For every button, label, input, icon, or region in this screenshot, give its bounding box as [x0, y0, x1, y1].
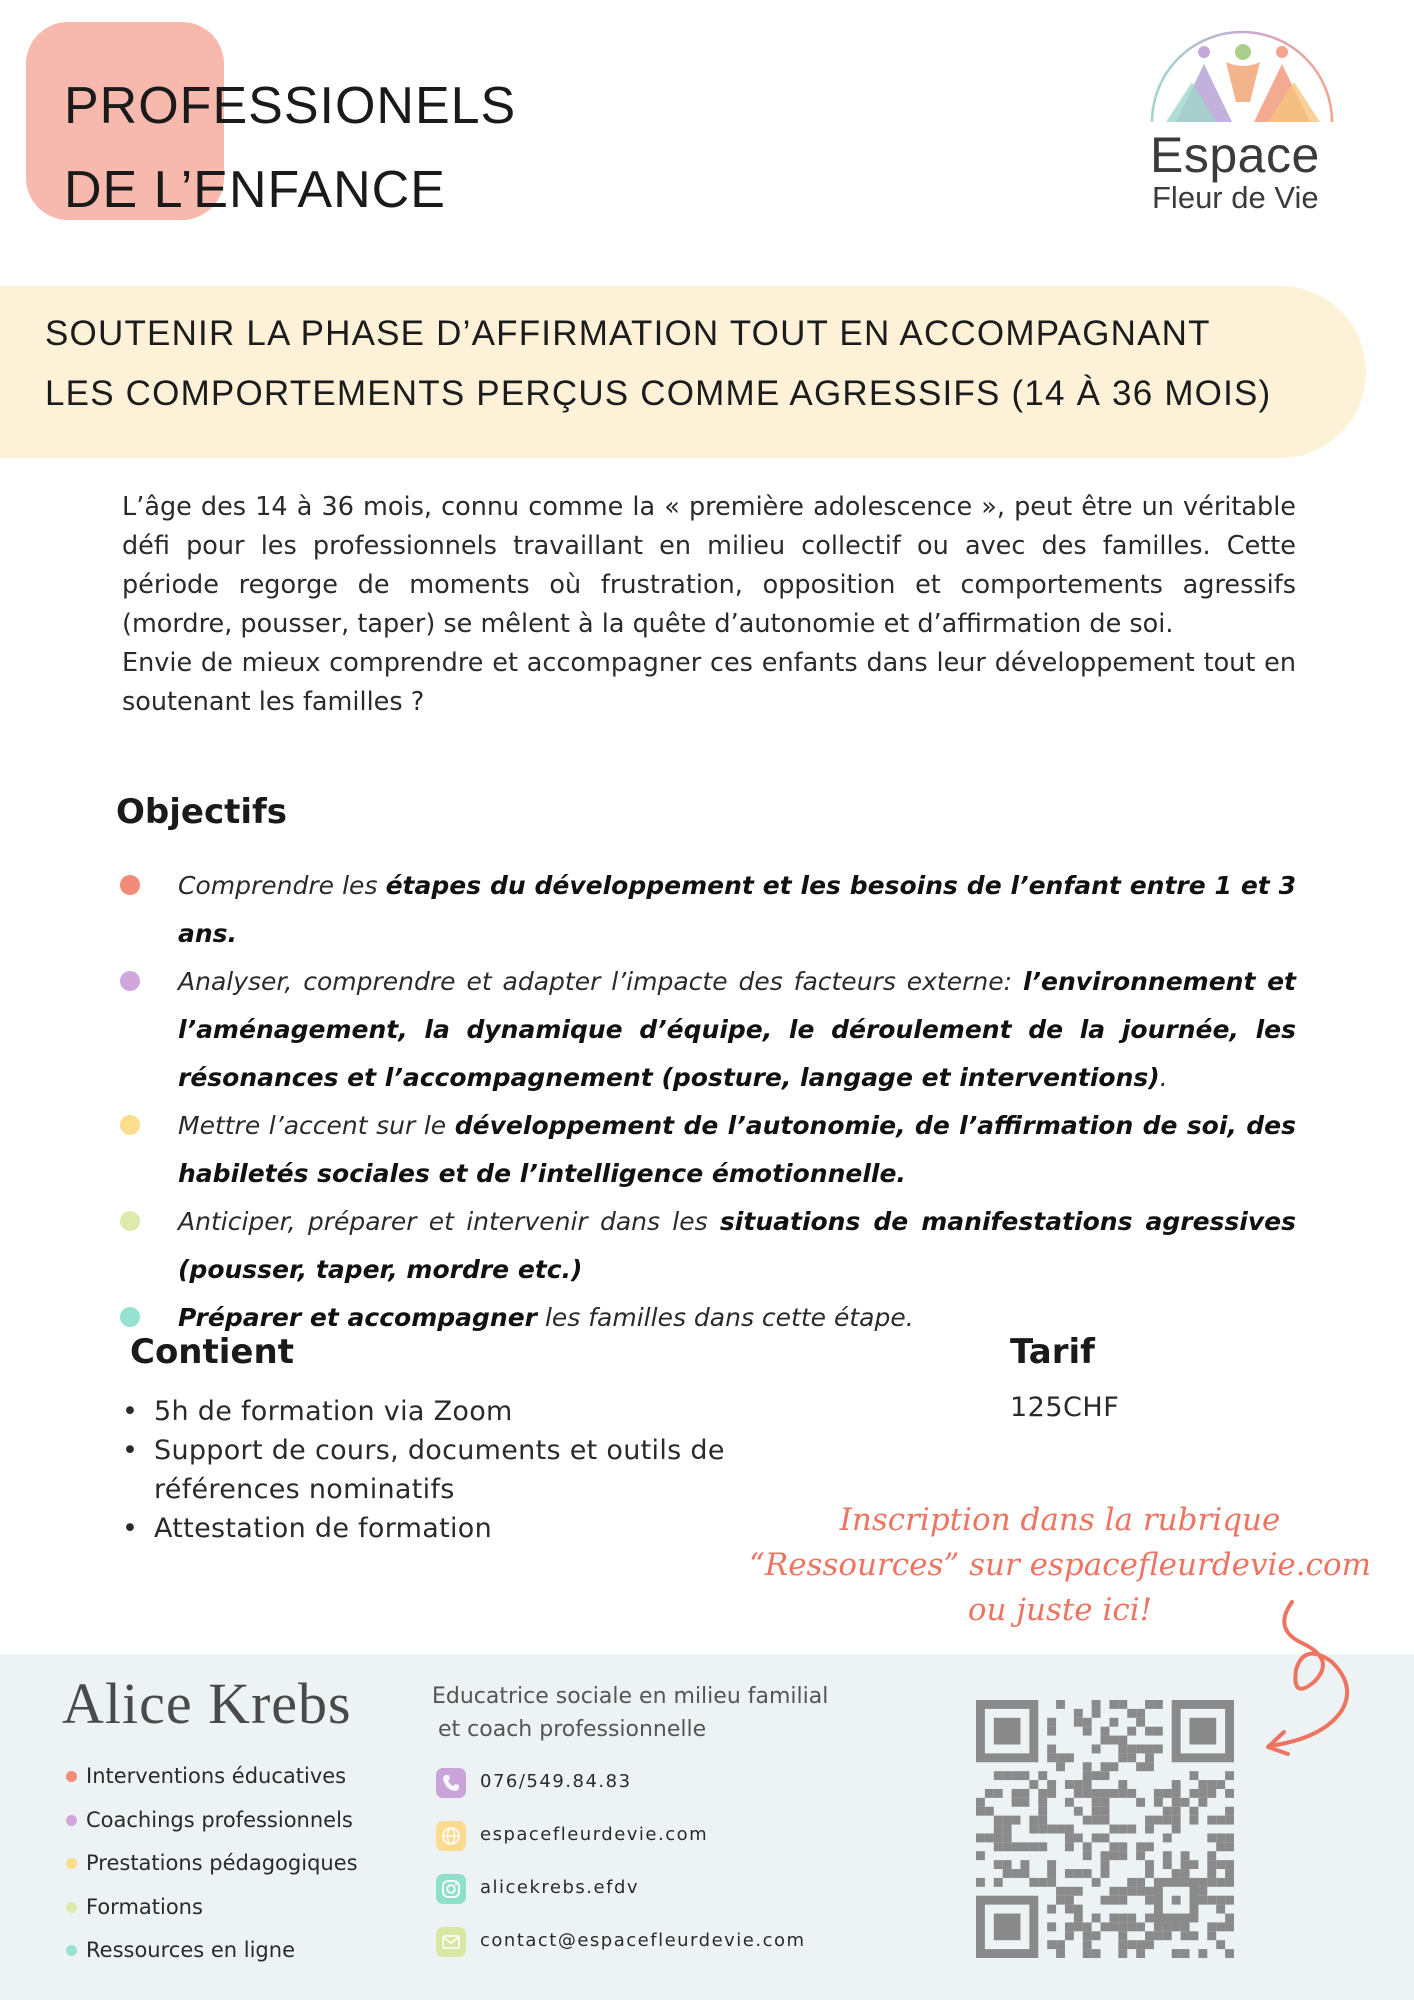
globe-icon [436, 1821, 466, 1851]
contact-list [436, 1766, 806, 1978]
list-item: • Support de cours, documents et outils de références nominatifs [122, 1435, 725, 1505]
page-title-line-2: DE L’ENFANCE [64, 161, 446, 219]
service-bullet-icon [66, 1815, 77, 1826]
objective-bullet-icon [120, 1307, 140, 1327]
phone-icon [436, 1768, 466, 1798]
service-bullet-icon [66, 1858, 77, 1869]
role-line-2: et coach professionnelle [438, 1717, 707, 1742]
subtitle-line-1: SOUTENIR LA PHASE D’AFFIRMATION TOUT EN ACCOMPAGNANT [45, 314, 1211, 353]
service-bullet-icon [66, 1771, 77, 1782]
service-bullet-icon [66, 1945, 77, 1956]
intro-paragraph-2: Envie de mieux comprendre et accompagner ces enfants dans leur développement tout en soutenant les familles ? [122, 648, 1296, 717]
objective-bullet-icon [120, 1115, 140, 1135]
service-item: Coachings professionnels [64, 1804, 358, 1848]
contient-heading: Contient [130, 1332, 294, 1372]
tarif-value: 125CHF [1010, 1392, 1120, 1423]
brand-logo [1146, 30, 1356, 215]
objective-bullet-icon [120, 875, 140, 895]
qr-code[interactable] [976, 1700, 1234, 1958]
objective-bullet-icon [120, 971, 140, 991]
service-item: Interventions éducatives [64, 1760, 358, 1804]
page-title-line-1: PROFESSIONELS [64, 77, 517, 135]
objective-item: Préparer et accompagner les familles dans cette étape. [120, 1294, 1296, 1342]
logo-name: Espace [1150, 127, 1320, 183]
logo-flower-icon [1146, 30, 1346, 130]
page-title [64, 64, 516, 232]
subtitle-band [0, 286, 1366, 458]
service-item: Prestations pédagogiques [64, 1847, 358, 1891]
subtitle-line-2: LES COMPORTEMENTS PERÇUS COMME AGRESSIFS (14 À 36 MOIS) [45, 374, 1272, 413]
intro-paragraph-1: L’âge des 14 à 36 mois, connu comme la « première adolescence », peut être un véritable défi pour les professionnels travaillant en milieu collectif ou avec des familles. Cette période regorge de moments où frustration, opposition et comportements agressifs (mordre, pousser, taper) se mêlent à la quête d’autonomie et d’affirmation de soi. [122, 492, 1296, 639]
author-name: Alice Krebs [62, 1671, 352, 1736]
role-line-1: Educatrice sociale en milieu familial [432, 1684, 829, 1709]
list-item: • 5h de formation via Zoom [122, 1396, 513, 1427]
contact-website[interactable]: espacefleurdevie.com [436, 1819, 806, 1872]
list-item: • Attestation de formation [122, 1513, 493, 1544]
logo-tagline: Fleur de Vie [1152, 180, 1319, 215]
objective-item: Anticiper, préparer et intervenir dans les situations de manifestations agressives (pousser, taper, mordre etc.) [120, 1198, 1296, 1294]
services-list [64, 1760, 358, 1978]
author-role [432, 1680, 828, 1746]
service-item: Ressources en ligne [64, 1934, 358, 1978]
objectives-heading: Objectifs [116, 792, 288, 832]
contact-email[interactable]: contact@espacefleurdevie.com [436, 1925, 806, 1978]
cta-line-1: Inscription dans la rubrique [839, 1502, 1281, 1538]
objectives-list [120, 862, 1296, 1342]
cta-line-2[interactable]: “Ressources” sur espacefleurdevie.com [749, 1547, 1371, 1583]
objective-bullet-icon [120, 1211, 140, 1231]
cta-line-3: ou juste ici! [967, 1592, 1153, 1628]
intro-text [122, 488, 1296, 722]
service-bullet-icon [66, 1902, 77, 1913]
objective-item: Analyser, comprendre et adapter l’impacte des facteurs externe: l’environnement et l’aménagement, la dynamique d’équipe, le déroulement de la journée, les résonances et l’accompagnement (posture, langage et interventions). [120, 958, 1296, 1102]
tarif-heading: Tarif [1010, 1332, 1095, 1372]
contact-instagram[interactable]: alicekrebs.efdv [436, 1872, 806, 1925]
instagram-icon [436, 1874, 466, 1904]
curly-arrow-icon [1244, 1590, 1364, 1760]
objective-item: Mettre l’accent sur le développement de l’autonomie, de l’affirmation de soi, des habiletés sociales et de l’intelligence émotionnelle. [120, 1102, 1296, 1198]
contient-list [122, 1392, 742, 1548]
contact-phone[interactable]: 076/549.84.83 [436, 1766, 806, 1819]
objective-item: Comprendre les étapes du développement et les besoins de l’enfant entre 1 et 3 ans. [120, 862, 1296, 958]
mail-icon [436, 1927, 466, 1957]
service-item: Formations [64, 1891, 358, 1935]
